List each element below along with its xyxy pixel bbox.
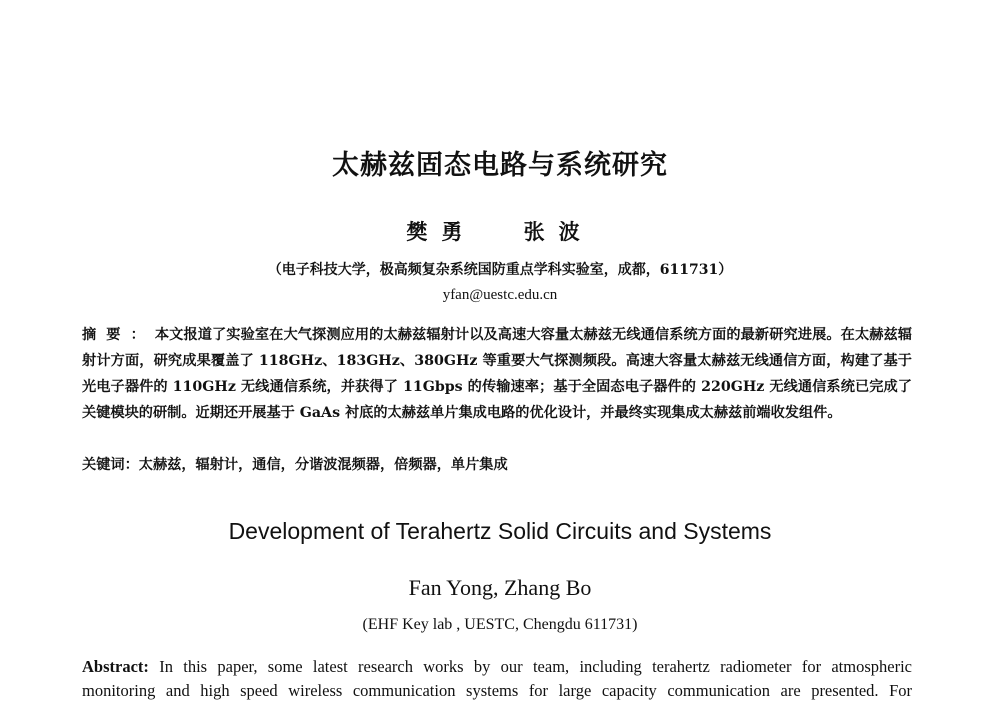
author-1-cn: 樊勇 bbox=[406, 219, 477, 244]
english-authors: Fan Yong, Zhang Bo bbox=[408, 575, 592, 600]
english-abstract-line-2: monitoring and high speed wireless communication systems for large capacity communication are presented. For bbox=[82, 681, 912, 700]
english-title: Development of Terahertz Solid Circuits and Systems bbox=[228, 518, 772, 544]
chinese-affiliation: （电子科技大学，极高频复杂系统国防重点学科实验室，成都，611731） bbox=[267, 262, 733, 278]
chinese-title: 太赫兹固态电路与系统研究 bbox=[332, 150, 668, 181]
chinese-abstract-label: 摘要： bbox=[82, 327, 155, 343]
author-2-cn: 张波 bbox=[523, 219, 594, 244]
chinese-keywords-label: 关键词： bbox=[82, 457, 139, 473]
chinese-authors bbox=[0, 216, 1000, 246]
english-affiliation: (EHF Key lab , UESTC, Chengdu 611731) bbox=[362, 616, 638, 633]
english-abstract-label: Abstract: bbox=[82, 657, 149, 676]
author-email: yfan@uestc.edu.cn bbox=[442, 287, 558, 303]
chinese-keywords-text: 太赫兹，辐射计，通信，分谐波混频器，倍频器，单片集成 bbox=[138, 457, 508, 473]
english-abstract-text: In this paper, some latest research works by our team, including terahertz radiometer for atmospheric bbox=[148, 657, 912, 676]
chinese-abstract-text: 本文报道了实验室在大气探测应用的太赫兹辐射计以及高速大容量太赫兹无线通信系统方面的最新研究进展。在太赫兹辐射计方面，研究成果覆盖了 118GHz、183GHz、380GHz 等重要大气探测频段。高速大容量太赫兹无线通信方面，构建了基于光电子器件的 110GHz 无线通信系统，并获得了 11Gbps 的传输速率；基于全固态电子器件的 220GHz 无线通信系统已完成了关键模块的研制。近期还开展基于 GaAs 衬底的太赫兹单片集成电路的优化设计，并最终实现集成太赫兹前端收发组件。 bbox=[82, 327, 912, 421]
chinese-abstract bbox=[82, 322, 912, 426]
english-abstract bbox=[82, 655, 912, 679]
chinese-keywords bbox=[82, 452, 912, 478]
